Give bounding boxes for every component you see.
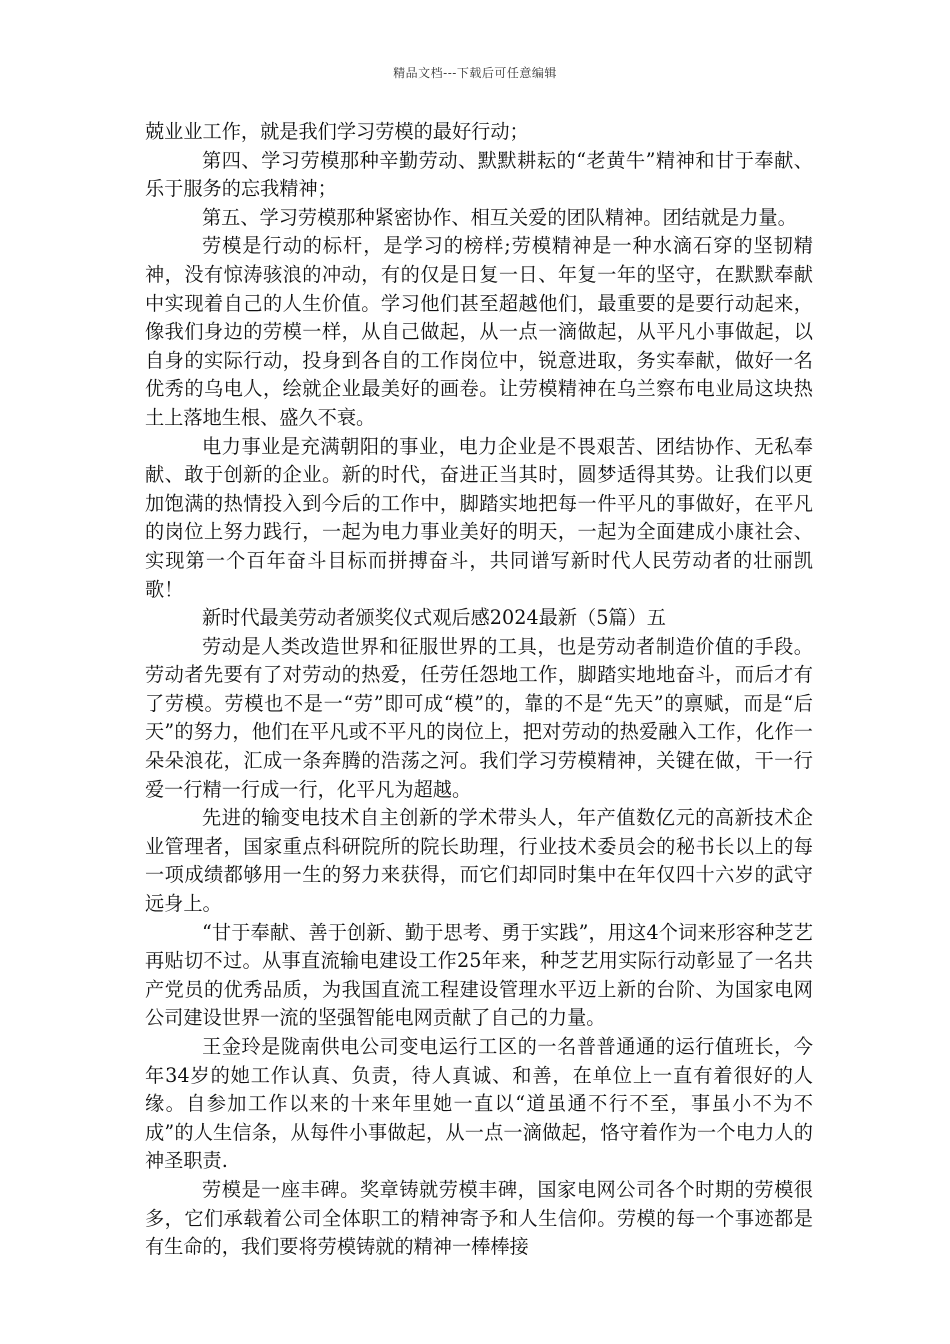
paragraph-4: 劳模是行动的标杆，是学习的榜样;劳模精神是一种水滴石穿的坚韧精神，没有惊涛骇浪的冲动，有的仅是日复一日、年复一年的坚守，在默默奉献中实现着自己的人生价值。学习他们甚至超越他们，最重要的是要行动起来，像我们身边的劳模一样，从自己做起，从一点一滴做起，从平凡小事做起，以自身的实际行动，投身到各自的工作岗位中，锐意进取，务实奉献，做好一名优秀的乌电人，绘就企业最美好的画卷。让劳模精神在乌兰察布电业局这块热土上落地生根、盛久不衰。 <box>145 234 813 429</box>
paragraph-3: 第五、学习劳模那种紧密协作、相互关爱的团队精神。团结就是力量。 <box>202 205 797 229</box>
document-body <box>145 118 813 1262</box>
paragraph-1: 兢业业工作，就是我们学习劳模的最好行动； <box>145 120 529 143</box>
paragraph-8: 先进的输变电技术自主创新的学术带头人，年产值数亿元的高新技术企业管理者，国家重点科研院所的院长助理，行业技术委员会的秘书长以上的每一项成绩都够用一生的努力来获得，而它们却同时集中在年仅四十六岁的武守远身上。 <box>145 806 813 916</box>
paragraph-7: 劳动是人类改造世界和征服世界的工具，也是劳动者制造价值的手段。劳动者先要有了对劳动的热爱，任劳任怨地工作，脚踏实地地奋斗，而后才有了劳模。劳模也不是一“劳”即可成“模”的，靠的不是“先天”的禀赋，而是“后天”的努力，他们在平凡或不平凡的岗位上，把对劳动的热爱融入工作，化作一朵朵浪花，汇成一条奔腾的浩荡之河。我们学习劳模精神，关键在做，干一行爱一行精一行成一行，化平凡为超越。 <box>145 634 813 801</box>
section-title: 新时代最美劳动者颁奖仪式观后感2024最新（5篇）五 <box>202 606 666 630</box>
paragraph-2: 第四、学习劳模那种辛勤劳动、默默耕耘的“老黄牛”精神和甘于奉献、乐于服务的忘我精神； <box>145 148 813 201</box>
paragraph-9: “甘于奉献、善于创新、勤于思考、勇于实践”，用这4个词来形容种芝艺再贴切不过。从事直流输电建设工作25年来，种芝艺用实际行动彰显了一名共产党员的优秀品质，为我国直流工程建设管理水平迈上新的台阶、为国家电网公司建设世界一流的坚强智能电网贡献了自己的力量。 <box>145 920 813 1030</box>
paragraph-11: 劳模是一座丰碑。奖章铸就劳模丰碑，国家电网公司各个时期的劳模很多，它们承载着公司全体职工的精神寄予和人生信仰。劳模的每一个事迹都是有生命的，我们要将劳模铸就的精神一棒棒接 <box>145 1177 813 1259</box>
paragraph-5: 电力事业是充满朝阳的事业，电力企业是不畏艰苦、团结协作、无私奉献、敢于创新的企业。新的时代，奋进正当其时，圆梦适得其势。让我们以更加饱满的热情投入到今后的工作中，脚踏实地把每一件平凡的事做好，在平凡的岗位上努力践行，一起为电力事业美好的明天，一起为全面建成小康社会、实现第一个百年奋斗目标而拼搏奋斗，共同谱写新时代人民劳动者的壮丽凯歌！ <box>145 434 813 601</box>
paragraph-10: 王金玲是陇南供电公司变电运行工区的一名普普通通的运行值班长，今年34岁的她工作认真、负责，待人真诚、和善，在单位上一直有着很好的人缘。自参加工作以来的十来年里她一直以“道虽通不行不至，事虽小不为不成”的人生信条，从每件小事做起，从一点一滴做起，恪守着作为一个电力人的神圣职责. <box>145 1035 813 1173</box>
page-header: 精品文档---下载后可任意编辑 <box>393 66 557 80</box>
